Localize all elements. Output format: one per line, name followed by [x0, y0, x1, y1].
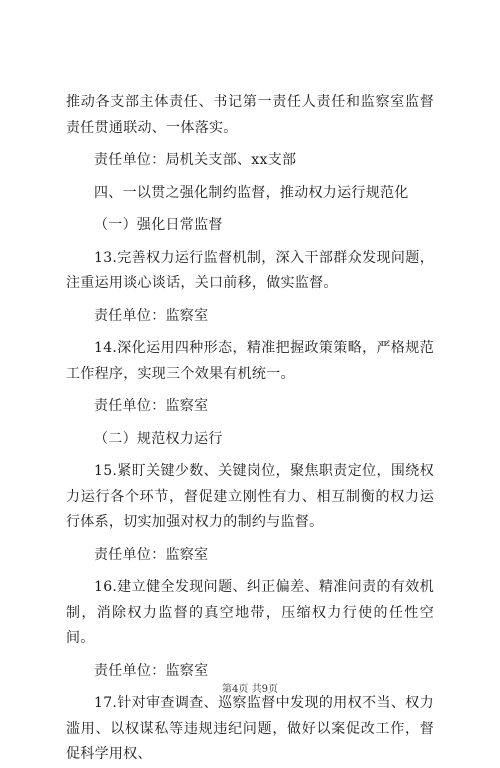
subsection-heading: （二）规范权力运行 — [94, 430, 223, 447]
paragraph: 责任单位：监察室 — [94, 307, 209, 324]
paragraph: 14.深化运用四种形态，精准把握政策策略，严格规范工作程序，实现三个效果有机统一。 — [66, 340, 434, 382]
page-number-footer: 第4页 共9页 — [222, 684, 278, 695]
paragraph: 责任单位：局机关支部、xx支部 — [94, 152, 297, 168]
paragraph: 责任单位：监察室 — [94, 546, 209, 563]
section-heading: 四、一以贯之强化制约监督，推动权力运行规范化 — [94, 184, 409, 201]
paragraph: 17.针对审查调查、巡察监督中发现的用权不当、权力滥用、以权谋私等违规违纪问题，做好以案促改工作，督促科学用权、 — [66, 695, 434, 762]
paragraph: 责任单位：监察室 — [94, 662, 209, 679]
paragraph: 16.建立健全发现问题、纠正偏差、精准问责的有效机制，消除权力监督的真空地带，压缩权力行使的任性空间。 — [66, 579, 434, 646]
paragraph: 责任单位：监察室 — [94, 398, 209, 414]
subsection-heading: （一）强化日常监督 — [94, 217, 223, 233]
document-body — [66, 90, 434, 768]
paragraph: 15.紧盯关键少数、关键岗位，聚焦职责定位，围绕权力运行各个环节，督促建立刚性有力、相互制衡的权力运行体系，切实加强对权力的制约与监督。 — [66, 463, 434, 530]
paragraph: 推动各支部主体责任、书记第一责任人责任和监察室监督责任贯通联动、一体落实。 — [66, 94, 434, 136]
paragraph: 13.完善权力运行监督机制，深入干部群众发现问题，注重运用谈心谈话，关口前移，做实监督。 — [66, 249, 434, 291]
